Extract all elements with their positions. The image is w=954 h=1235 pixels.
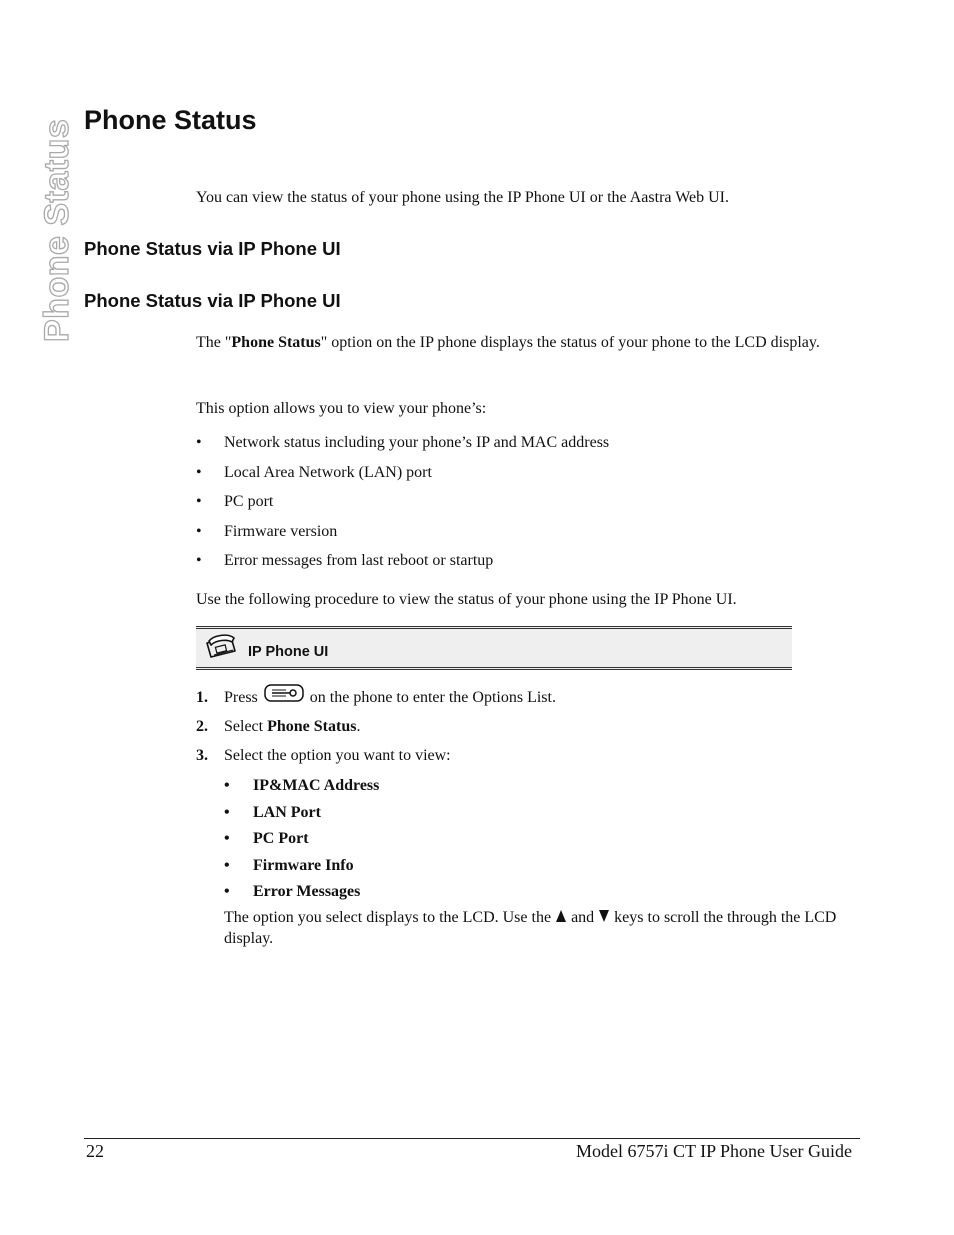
sub-option: • LAN Port [224,804,321,821]
para1-bold: Phone Status [231,334,321,351]
phone-handset-icon [204,634,238,665]
note-part-b: and [571,909,595,926]
note-part-a: The option you select displays to the LCD. Use the [224,909,552,926]
sub-option-text: Error Messages [253,883,361,900]
step-2-pre: Select [224,718,268,735]
step-2-post: . [356,718,361,735]
list-item-text: Network status including your phone’s IP and MAC address [224,434,610,451]
sub-option: • IP&MAC Address [224,777,380,794]
list-item-text: Error messages from last reboot or startup [224,552,494,569]
sub-option-text: PC Port [253,830,309,847]
sub-option: • Firmware Info [224,857,354,874]
step-1 [196,686,556,711]
phone-status-paragraph [196,331,836,355]
guide-title: Model 6757i CT IP Phone User Guide [576,1141,852,1161]
sub-option: • Error Messages [224,883,361,900]
step-1-post: on the phone to enter the Options List. [309,689,556,707]
step-number: 2. [196,718,208,735]
sub-option-text: LAN Port [253,804,321,821]
list-item-text: PC port [224,493,274,510]
options-intro-paragraph: This option allows you to view your phone’s: [196,400,487,417]
sub-option-text: IP&MAC Address [253,777,380,794]
procedure-intro-paragraph: Use the following procedure to view the status of your phone using the IP Phone UI. [196,591,737,608]
step-2-bold: Phone Status [267,718,357,735]
para1-pre: The " [196,334,232,351]
sub-option-text: Firmware Info [253,857,354,874]
list-item: • Firmware version [196,523,338,540]
list-item: • PC port [196,493,274,510]
step-3 [196,745,451,767]
intro-paragraph: You can view the status of your phone using the IP Phone UI or the Aastra Web UI. [196,189,730,206]
step-3-text: Select the option you want to view: [224,747,451,764]
list-item-text: Firmware version [224,523,338,540]
side-tab-label: Phone Status [38,118,76,342]
down-arrow-icon [598,909,610,929]
list-item: • Error messages from last reboot or startup [196,552,494,569]
list-item-text: Local Area Network (LAN) port [224,464,432,481]
procedure-header [196,626,792,670]
section-heading-2: Phone Status via IP Phone UI [84,290,341,311]
page-number: 22 [86,1141,104,1161]
sub-option: • PC Port [224,830,309,847]
page-title: Phone Status [84,105,257,135]
section-heading-1: Phone Status via IP Phone UI [84,238,341,259]
para1-post: " option on the IP phone displays the status of your phone to the LCD display. [320,334,820,351]
lcd-scroll-note [224,908,846,949]
list-item: • Local Area Network (LAN) port [196,464,432,481]
options-key-icon [264,684,304,709]
note-part-c: keys to scroll the through the LCD display. [224,909,837,947]
step-number: 3. [196,747,208,764]
step-2 [196,716,360,738]
up-arrow-icon [555,909,567,929]
procedure-label: IP Phone UI [248,644,329,660]
list-item: • Network status including your phone’s IP and MAC address [196,434,610,451]
footer-divider [84,1138,860,1139]
step-number: 1. [196,689,208,707]
step-1-pre: Press [224,689,258,707]
